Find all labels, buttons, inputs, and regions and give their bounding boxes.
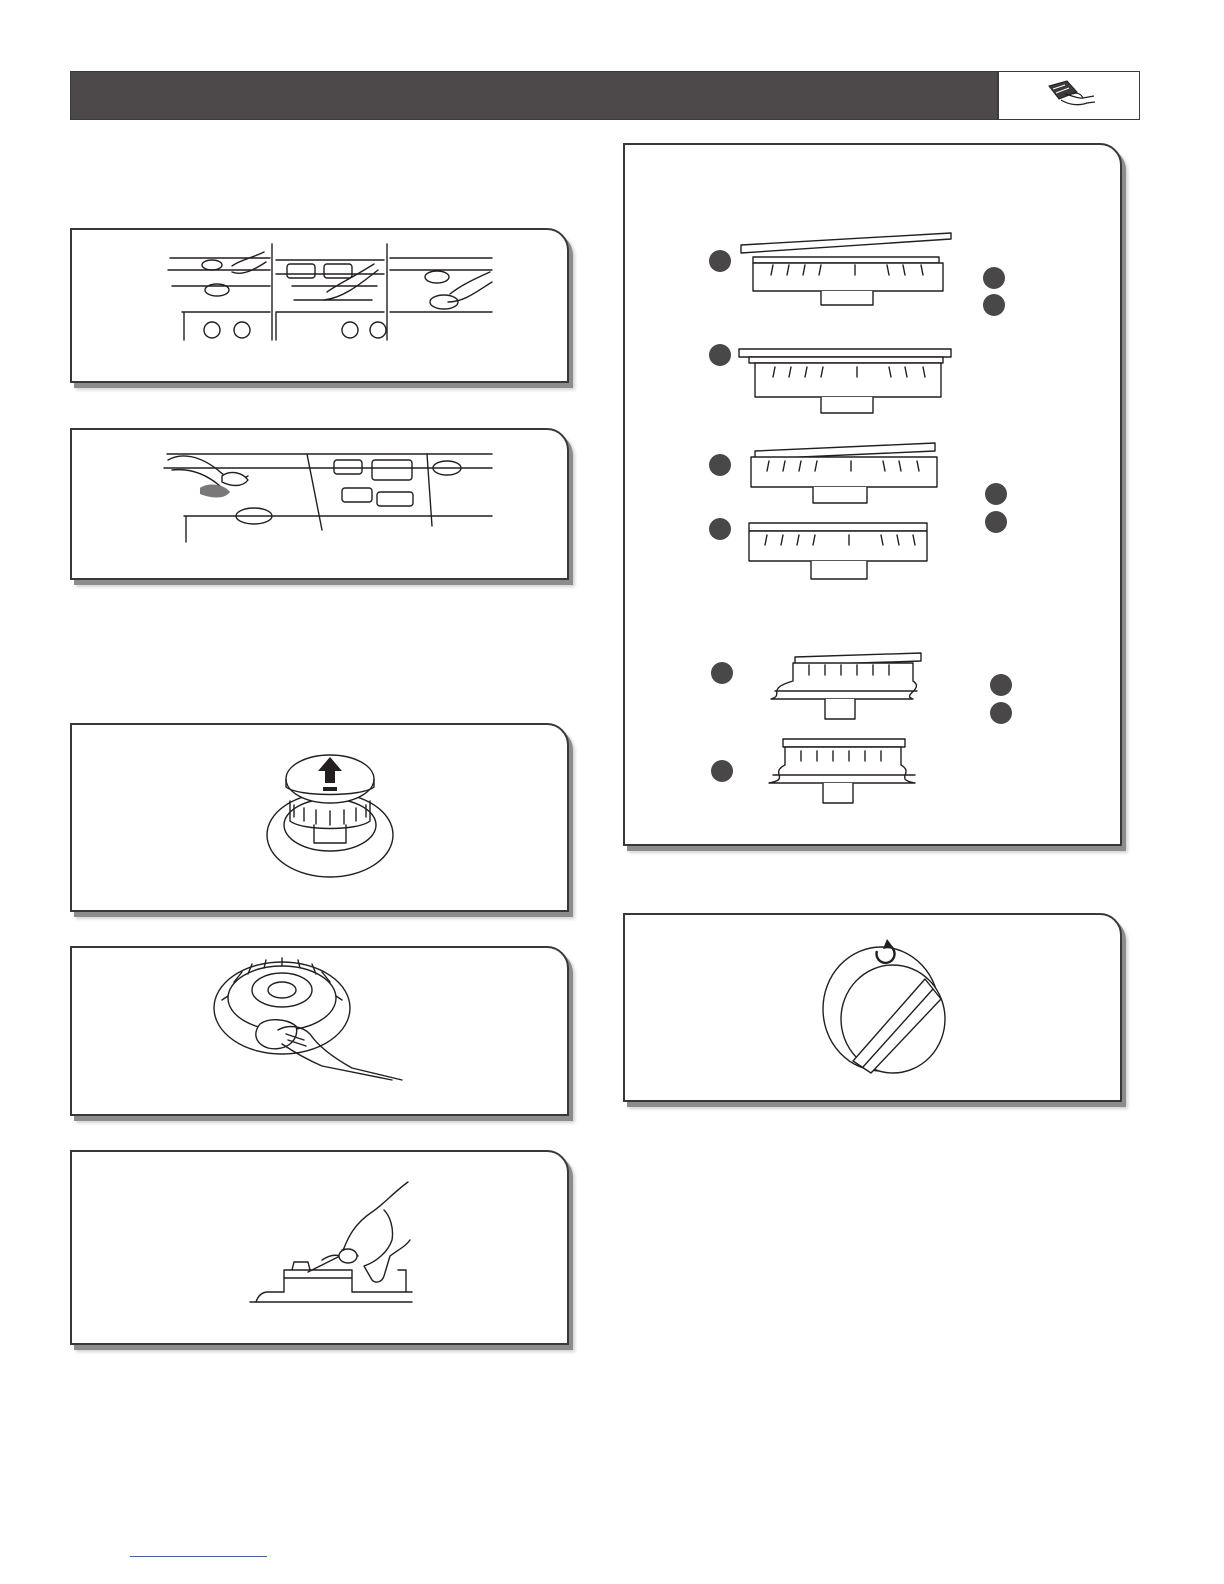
section-header-bar — [70, 71, 1140, 120]
step-marker-4 — [709, 518, 731, 540]
igniter-port-cleaning-illustration — [72, 1152, 567, 1343]
burner-cap-lift-illustration — [72, 725, 567, 910]
spill-wiping-illustration — [72, 430, 567, 578]
step-marker-6 — [711, 760, 733, 782]
cooktop-wiping-illustration — [72, 230, 567, 381]
step-marker-3 — [709, 454, 731, 476]
header-title-area — [71, 72, 997, 119]
control-knob-illustration — [625, 915, 1120, 1100]
side-marker-1 — [983, 267, 1005, 289]
step-marker-2 — [709, 344, 731, 366]
spill-wipe-panel — [70, 428, 569, 580]
side-marker-3 — [985, 483, 1007, 505]
burner-diagram-5 — [771, 653, 921, 719]
step-marker-5 — [711, 662, 733, 684]
burner-cap-alignment-panel — [623, 143, 1122, 846]
side-marker-5 — [990, 674, 1012, 696]
side-marker-2 — [983, 294, 1005, 316]
side-marker-6 — [990, 702, 1012, 724]
burner-diagram-1 — [741, 233, 951, 305]
side-marker-4 — [985, 511, 1007, 533]
header-icon-box — [997, 72, 1139, 119]
igniter-port-clean-panel — [70, 1150, 569, 1345]
burner-cap-alignment-illustration — [625, 145, 1120, 844]
burner-base-clean-panel — [70, 946, 569, 1116]
cooktop-wipe-panel — [70, 228, 569, 383]
burner-diagram-2 — [739, 349, 951, 413]
burner-diagram-4 — [749, 523, 927, 579]
step-marker-1 — [709, 250, 731, 272]
burner-diagram-6 — [769, 739, 915, 803]
burner-cap-lift-panel — [70, 723, 569, 912]
burner-base-cleaning-illustration — [72, 948, 567, 1114]
burner-diagram-3 — [751, 443, 937, 503]
cleaning-hand-cloth-icon — [999, 72, 1139, 117]
footer-link-underline[interactable] — [130, 1556, 267, 1557]
control-knob-panel — [623, 913, 1122, 1102]
